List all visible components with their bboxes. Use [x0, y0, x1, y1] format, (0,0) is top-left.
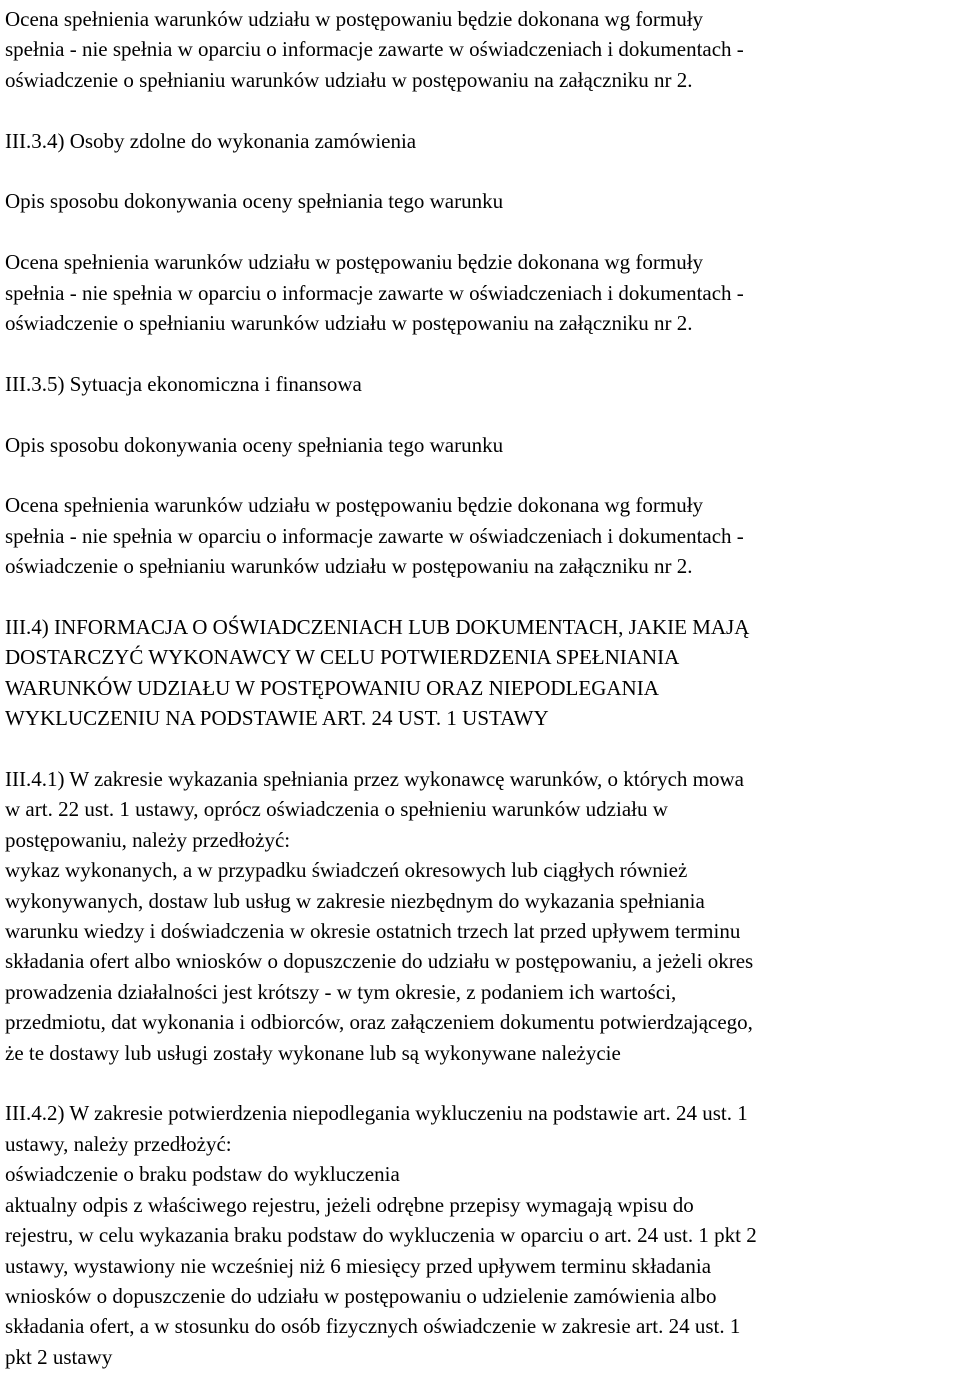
text-line: Ocena spełnienia warunków udziału w postępowaniu będzie dokonana wg formuły [5, 250, 704, 275]
text-line: wniosków o dopuszczenie do udziału w postępowaniu o udzielenie zamówienia albo [5, 1283, 717, 1308]
text-line: Ocena spełnienia warunków udziału w postępowaniu będzie dokonana wg formuły [5, 7, 704, 31]
intro-4-2 [5, 1098, 955, 1159]
text-line: Opis sposobu dokonywania oceny spełniania tego warunku [5, 189, 504, 214]
text-line: III.3.5) Sytuacja ekonomiczna i finansowa [5, 371, 362, 396]
item-4-2-1 [5, 1159, 955, 1189]
intro-4-1 [5, 764, 955, 855]
document-page [5, 4, 955, 1372]
text-line: prowadzenia działalności jest krótszy - w tym okresie, z podaniem ich wartości, [5, 979, 677, 1004]
text-line: WARUNKÓW UDZIAŁU W POSTĘPOWANIU ORAZ NIEPODLEGANIA [5, 675, 659, 700]
subheading-3-5 [5, 430, 955, 460]
item-4-2-2 [5, 1190, 955, 1372]
paragraph-top [5, 4, 955, 95]
text-line: spełnia - nie spełnia w oparciu o informacje zawarte w oświadczeniach i dokumentach - [5, 523, 744, 548]
text-line: składania ofert albo wniosków o dopuszczenie do udziału w postępowaniu, a jeżeli okres [5, 949, 754, 974]
item-4-1 [5, 855, 955, 1068]
text-line: postępowaniu, należy przedłożyć: [5, 827, 291, 852]
text-line: spełnia - nie spełnia w oparciu o informacje zawarte w oświadczeniach i dokumentach - [5, 280, 744, 305]
text-line: wykonywanych, dostaw lub usług w zakresie niezbędnym do wykazania spełniania [5, 888, 705, 913]
text-line: oświadczenie o spełnianiu warunków udziału w postępowaniu na załączniku nr 2. [5, 67, 693, 92]
text-line: aktualny odpis z właściwego rejestru, jeżeli odrębne przepisy wymagają wpisu do [5, 1192, 694, 1217]
subheading-3-4 [5, 186, 955, 216]
paragraph-3-5 [5, 490, 955, 581]
text-line: ustawy, wystawiony nie wcześniej niż 6 miesięcy przed upływem terminu składania [5, 1253, 712, 1278]
text-line: III.4.2) W zakresie potwierdzenia niepodlegania wykluczeniu na podstawie art. 24 ust. 1 [5, 1101, 748, 1126]
paragraph-3-4 [5, 247, 955, 338]
text-line: WYKLUCZENIU NA PODSTAWIE ART. 24 UST. 1 USTAWY [5, 706, 549, 731]
text-line: spełnia - nie spełnia w oparciu o informacje zawarte w oświadczeniach i dokumentach - [5, 37, 744, 62]
heading-3-5 [5, 369, 955, 399]
heading-4 [5, 612, 955, 734]
text-line: oświadczenie o spełnianiu warunków udziału w postępowaniu na załączniku nr 2. [5, 554, 693, 579]
text-line: warunku wiedzy i doświadczenia w okresie ostatnich trzech lat przed upływem terminu [5, 919, 741, 944]
text-line: przedmiotu, dat wykonania i odbiorców, oraz załączeniem dokumentu potwierdzającego, [5, 1010, 753, 1035]
text-line: wykaz wykonanych, a w przypadku świadczeń okresowych lub ciągłych również [5, 858, 688, 883]
text-line: ustawy, należy przedłożyć: [5, 1131, 232, 1156]
text-line: III.3.4) Osoby zdolne do wykonania zamówienia [5, 128, 417, 153]
text-line: składania ofert, a w stosunku do osób fizycznych oświadczenie w zakresie art. 24 ust. 1 [5, 1314, 741, 1339]
text-line: że te dostawy lub usługi zostały wykonane lub są wykonywane należycie [5, 1040, 621, 1065]
heading-3-4 [5, 126, 955, 156]
text-line: w art. 22 ust. 1 ustawy, oprócz oświadczenia o spełnieniu warunków udziału w [5, 797, 668, 822]
text-line: Ocena spełnienia warunków udziału w postępowaniu będzie dokonana wg formuły [5, 493, 704, 518]
text-line: Opis sposobu dokonywania oceny spełniania tego warunku [5, 432, 504, 457]
text-line: rejestru, w celu wykazania braku podstaw do wykluczenia w oparciu o art. 24 ust. 1 pkt 2 [5, 1223, 757, 1248]
text-line: pkt 2 ustawy [5, 1344, 113, 1369]
text-line: III.4) INFORMACJA O OŚWIADCZENIACH LUB DOKUMENTACH, JAKIE MAJĄ [5, 615, 750, 640]
text-line: oświadczenie o spełnianiu warunków udziału w postępowaniu na załączniku nr 2. [5, 311, 693, 336]
text-line: III.4.1) W zakresie wykazania spełniania przez wykonawcę warunków, o których mowa [5, 767, 744, 792]
text-line: oświadczenie o braku podstaw do wykluczenia [5, 1162, 400, 1187]
text-line: DOSTARCZYĆ WYKONAWCY W CELU POTWIERDZENIA SPEŁNIANIA [5, 645, 680, 670]
